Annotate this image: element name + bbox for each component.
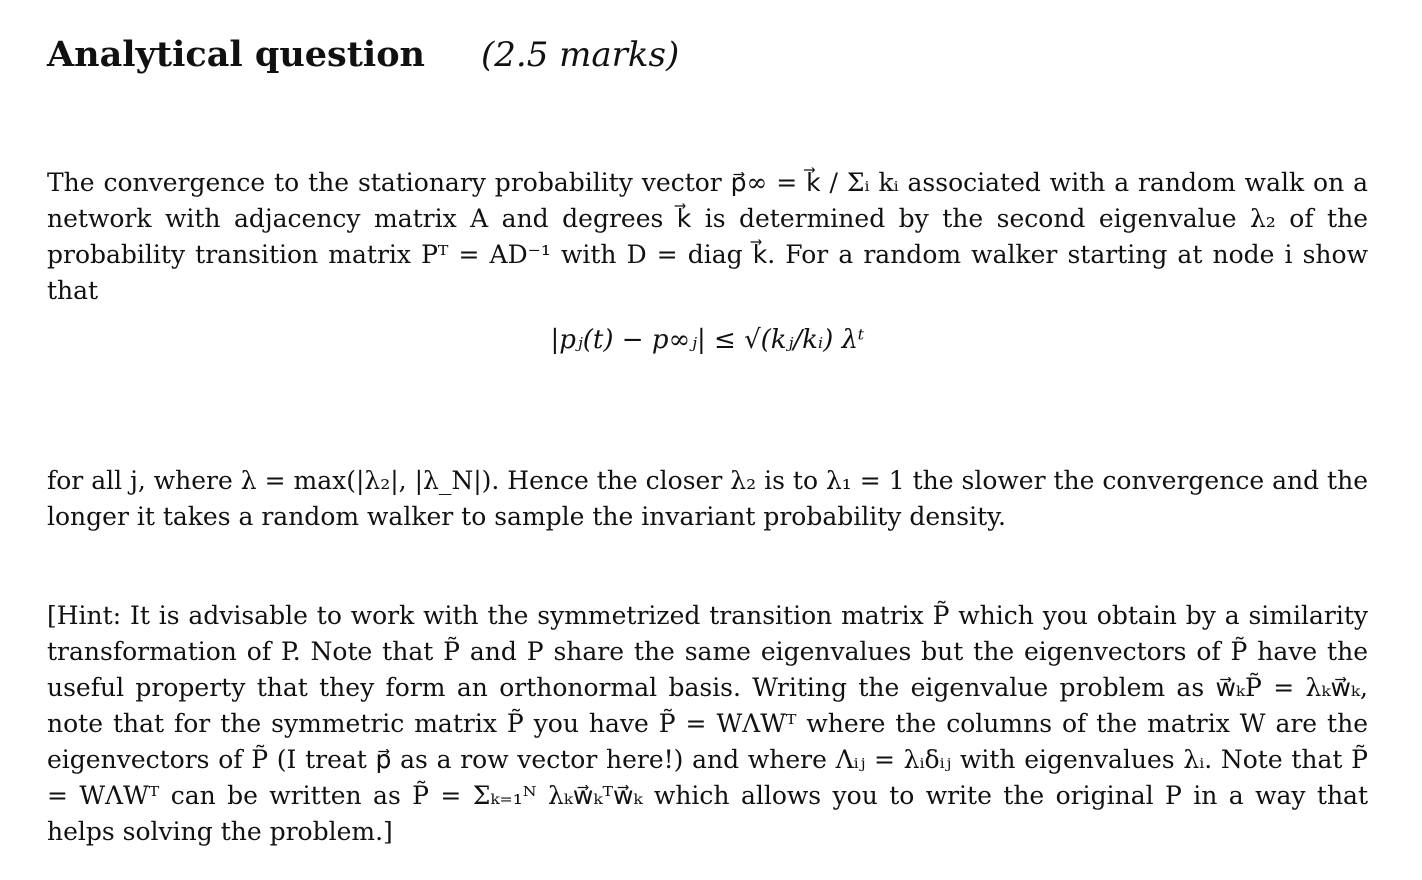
inequality-equation: |pⱼ(t) − p∞ⱼ| ≤ √(kⱼ/kᵢ) λᵗ xyxy=(550,325,865,355)
conclusion-paragraph: for all j, where λ = max(|λ₂|, |λ_N|). Hence the closer λ₂ is to λ₁ = 1 the slower the convergence and the longer it takes a random walker to sample the invariant probability density. xyxy=(47,466,1368,531)
intro-paragraph: The convergence to the stationary probability vector p⃗∞ = k⃗ / Σᵢ kᵢ associated with a random walk on a network with adjacency matrix A and degrees k⃗ is determined by the second eigenvalue λ₂ of the probability transition matrix Pᵀ = AD⁻¹ with D = diag k⃗. For a random walker starting at node i show that xyxy=(47,168,1368,305)
heading-marks: (2.5 marks) xyxy=(481,35,680,75)
question-heading xyxy=(47,34,679,75)
heading-title: Analytical question xyxy=(47,34,425,75)
hint-paragraph: [Hint: It is advisable to work with the symmetrized transition matrix P̃ which you obtain by a similarity transformation of P. Note that P̃ and P share the same eigenvalues but the eigenvectors of P̃ have the useful property that they form an orthonormal basis. Writing the eigenvalue problem as w⃗ₖP̃ = λₖw⃗ₖ, note that for the symmetric matrix P̃ you have P̃ = WΛWᵀ where the columns of the matrix W are the eigenvectors of P̃ (I treat p⃗ as a row vector here!) and where Λᵢⱼ = λᵢδᵢⱼ with eigenvalues λᵢ. Note that P̃ = WΛWᵀ can be written as P̃ = Σₖ₌₁ᴺ λₖw⃗ₖᵀw⃗ₖ which allows you to write the original P in a way that helps solving the problem.] xyxy=(47,601,1368,846)
